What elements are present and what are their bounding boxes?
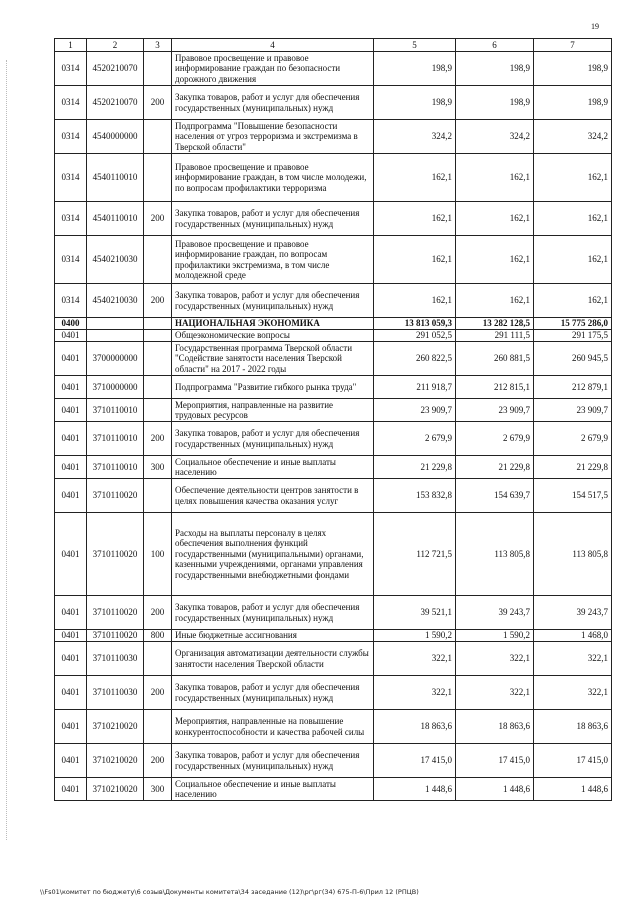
cell-col-2: 3710110010 [87,456,144,479]
cell-col-3 [144,52,172,86]
cell-col-5: 162,1 [374,284,456,318]
cell-col-5: 162,1 [374,236,456,284]
cell-col-6: 39 243,7 [456,596,534,630]
cell-col-2 [87,318,144,330]
table-header-row [55,39,612,52]
cell-col-5: 13 813 059,3 [374,318,456,330]
cell-col-1: 0401 [55,422,87,456]
cell-col-7: 162,1 [534,284,612,318]
cell-col-4: Закупка товаров, работ и услуг для обеспечения государственных (муниципальных) нужд [172,202,374,236]
cell-col-7: 198,9 [534,86,612,120]
cell-col-6: 198,9 [456,52,534,86]
cell-col-5: 21 229,8 [374,456,456,479]
table-row [55,630,612,642]
table-row [55,120,612,154]
cell-col-3: 200 [144,202,172,236]
cell-col-1: 0401 [55,778,87,801]
cell-col-1: 0401 [55,630,87,642]
table-row [55,710,612,744]
column-header-5: 5 [374,39,456,52]
cell-col-1: 0401 [55,376,87,399]
cell-col-5: 291 052,5 [374,330,456,342]
table-row [55,202,612,236]
file-path-footer: \\Fs01\комитет по бюджету\6 созыв\Документы комитета\34 заседание (12)\рг\рг(34) 675-П-6\Прил 12 (РПЦВ) [40,888,419,896]
cell-col-6: 154 639,7 [456,479,534,513]
budget-table [54,38,612,801]
cell-col-4: Закупка товаров, работ и услуг для обеспечения государственных (муниципальных) нужд [172,422,374,456]
cell-col-2: 3710110020 [87,479,144,513]
cell-col-1: 0401 [55,456,87,479]
column-header-6: 6 [456,39,534,52]
table-row [55,376,612,399]
table-row [55,330,612,342]
column-header-3: 3 [144,39,172,52]
cell-col-4: Общеэкономические вопросы [172,330,374,342]
cell-col-2: 4520210070 [87,86,144,120]
cell-col-7: 198,9 [534,52,612,86]
cell-col-5: 198,9 [374,52,456,86]
cell-col-6: 13 282 128,5 [456,318,534,330]
table-row [55,422,612,456]
cell-col-5: 112 721,5 [374,513,456,596]
column-header-7: 7 [534,39,612,52]
cell-col-7: 2 679,9 [534,422,612,456]
cell-col-5: 211 918,7 [374,376,456,399]
cell-col-6: 291 111,5 [456,330,534,342]
cell-col-7: 113 805,8 [534,513,612,596]
cell-col-7: 162,1 [534,154,612,202]
cell-col-6: 162,1 [456,236,534,284]
cell-col-5: 39 521,1 [374,596,456,630]
table-row [55,596,612,630]
cell-col-3: 200 [144,596,172,630]
cell-col-6: 18 863,6 [456,710,534,744]
cell-col-1: 0401 [55,744,87,778]
cell-col-2: 4540210030 [87,236,144,284]
cell-col-7: 322,1 [534,676,612,710]
cell-col-6: 21 229,8 [456,456,534,479]
cell-col-7: 39 243,7 [534,596,612,630]
cell-col-4: Закупка товаров, работ и услуг для обеспечения государственных (муниципальных) нужд [172,284,374,318]
cell-col-6: 17 415,0 [456,744,534,778]
cell-col-1: 0401 [55,330,87,342]
cell-col-7: 260 945,5 [534,342,612,376]
cell-col-4: Мероприятия, направленные на развитие трудовых ресурсов [172,399,374,422]
table-row [55,284,612,318]
cell-col-1: 0401 [55,399,87,422]
cell-col-2: 3710210020 [87,710,144,744]
cell-col-2: 3710210020 [87,778,144,801]
table-row [55,744,612,778]
cell-col-3: 300 [144,778,172,801]
cell-col-1: 0314 [55,202,87,236]
table-row [55,52,612,86]
cell-col-3: 300 [144,456,172,479]
cell-col-3: 100 [144,513,172,596]
scan-margin-marks [6,60,9,840]
cell-col-4: Социальное обеспечение и иные выплаты населению [172,456,374,479]
cell-col-2: 4540110010 [87,154,144,202]
cell-col-3: 200 [144,676,172,710]
cell-col-7: 23 909,7 [534,399,612,422]
cell-col-7: 212 879,1 [534,376,612,399]
cell-col-7: 322,1 [534,642,612,676]
cell-col-2: 4540110010 [87,202,144,236]
cell-col-3: 200 [144,422,172,456]
cell-col-6: 162,1 [456,202,534,236]
cell-col-7: 291 175,5 [534,330,612,342]
table-row [55,236,612,284]
cell-col-6: 23 909,7 [456,399,534,422]
cell-col-6: 322,1 [456,642,534,676]
cell-col-2: 4540000000 [87,120,144,154]
cell-col-1: 0314 [55,52,87,86]
table-row [55,318,612,330]
cell-col-5: 198,9 [374,86,456,120]
cell-col-7: 162,1 [534,202,612,236]
table-row [55,399,612,422]
cell-col-4: Организация автоматизации деятельности службы занятости населения Тверской области [172,642,374,676]
cell-col-3 [144,710,172,744]
cell-col-4: Подпрограмма "Повышение безопасности населения от угроз терроризма и экстремизма в Тверской области" [172,120,374,154]
cell-col-5: 260 822,5 [374,342,456,376]
cell-col-5: 162,1 [374,154,456,202]
cell-col-6: 1 448,6 [456,778,534,801]
table-row [55,342,612,376]
cell-col-4: Закупка товаров, работ и услуг для обеспечения государственных (муниципальных) нужд [172,676,374,710]
cell-col-6: 113 805,8 [456,513,534,596]
cell-col-1: 0314 [55,154,87,202]
page-number: 19 [591,22,599,31]
cell-col-1: 0401 [55,513,87,596]
cell-col-2: 4540210030 [87,284,144,318]
cell-col-5: 1 590,2 [374,630,456,642]
cell-col-3: 200 [144,284,172,318]
cell-col-2: 3710110020 [87,596,144,630]
cell-col-2: 4520210070 [87,52,144,86]
cell-col-1: 0401 [55,596,87,630]
cell-col-4: Закупка товаров, работ и услуг для обеспечения государственных (муниципальных) нужд [172,86,374,120]
cell-col-2: 3700000000 [87,342,144,376]
cell-col-4: Социальное обеспечение и иные выплаты населению [172,778,374,801]
cell-col-4: Правовое просвещение и правовое информирование граждан, в том числе молодежи, по вопросам профилактики терроризма [172,154,374,202]
table-row [55,154,612,202]
cell-col-5: 2 679,9 [374,422,456,456]
cell-col-6: 324,2 [456,120,534,154]
cell-col-3 [144,342,172,376]
cell-col-5: 322,1 [374,676,456,710]
cell-col-1: 0401 [55,479,87,513]
cell-col-1: 0401 [55,342,87,376]
cell-col-2: 3710000000 [87,376,144,399]
cell-col-2: 3710110030 [87,642,144,676]
cell-col-7: 17 415,0 [534,744,612,778]
cell-col-1: 0401 [55,710,87,744]
cell-col-2: 3710110010 [87,422,144,456]
cell-col-4: НАЦИОНАЛЬНАЯ ЭКОНОМИКА [172,318,374,330]
cell-col-5: 1 448,6 [374,778,456,801]
cell-col-2: 3710110010 [87,399,144,422]
table-row [55,479,612,513]
cell-col-7: 1 468,0 [534,630,612,642]
cell-col-4: Правовое просвещение и правовое информирование граждан по безопасности дорожного движения [172,52,374,86]
column-header-2: 2 [87,39,144,52]
cell-col-3 [144,330,172,342]
cell-col-7: 154 517,5 [534,479,612,513]
cell-col-4: Закупка товаров, работ и услуг для обеспечения государственных (муниципальных) нужд [172,744,374,778]
cell-col-2: 3710210020 [87,744,144,778]
cell-col-4: Закупка товаров, работ и услуг для обеспечения государственных (муниципальных) нужд [172,596,374,630]
cell-col-2: 3710110030 [87,676,144,710]
cell-col-3 [144,318,172,330]
cell-col-6: 162,1 [456,284,534,318]
cell-col-4: Иные бюджетные ассигнования [172,630,374,642]
cell-col-3 [144,479,172,513]
cell-col-6: 162,1 [456,154,534,202]
table-row [55,642,612,676]
cell-col-2: 3710110020 [87,630,144,642]
cell-col-1: 0314 [55,236,87,284]
cell-col-4: Обеспечение деятельности центров занятости в целях повышения качества оказания услуг [172,479,374,513]
table-row [55,676,612,710]
cell-col-5: 18 863,6 [374,710,456,744]
cell-col-3 [144,236,172,284]
cell-col-4: Подпрограмма "Развитие гибкого рынка труда" [172,376,374,399]
cell-col-3 [144,399,172,422]
cell-col-6: 212 815,1 [456,376,534,399]
table-body [55,52,612,801]
cell-col-2 [87,330,144,342]
cell-col-7: 1 448,6 [534,778,612,801]
cell-col-1: 0401 [55,676,87,710]
cell-col-2: 3710110020 [87,513,144,596]
cell-col-6: 2 679,9 [456,422,534,456]
cell-col-1: 0400 [55,318,87,330]
cell-col-6: 322,1 [456,676,534,710]
cell-col-4: Мероприятия, направленные на повышение конкурентоспособности и качества рабочей силы [172,710,374,744]
table-row [55,513,612,596]
cell-col-6: 198,9 [456,86,534,120]
cell-col-1: 0314 [55,86,87,120]
cell-col-6: 1 590,2 [456,630,534,642]
cell-col-5: 322,1 [374,642,456,676]
column-header-4: 4 [172,39,374,52]
table-row [55,86,612,120]
cell-col-4: Расходы на выплаты персоналу в целях обеспечения выполнения функций государственными (муниципальными) органами, казенными учреждениями, органами управления государственными внебюджетными фондами [172,513,374,596]
cell-col-5: 162,1 [374,202,456,236]
table-row [55,456,612,479]
column-header-1: 1 [55,39,87,52]
cell-col-3: 800 [144,630,172,642]
cell-col-3 [144,376,172,399]
cell-col-7: 162,1 [534,236,612,284]
cell-col-3 [144,120,172,154]
cell-col-5: 17 415,0 [374,744,456,778]
table-row [55,778,612,801]
cell-col-1: 0314 [55,120,87,154]
cell-col-7: 324,2 [534,120,612,154]
cell-col-5: 23 909,7 [374,399,456,422]
cell-col-5: 324,2 [374,120,456,154]
cell-col-1: 0314 [55,284,87,318]
cell-col-5: 153 832,8 [374,479,456,513]
cell-col-3: 200 [144,744,172,778]
cell-col-4: Государственная программа Тверской области "Содействие занятости населения Тверской области" на 2017 - 2022 годы [172,342,374,376]
cell-col-6: 260 881,5 [456,342,534,376]
cell-col-3 [144,154,172,202]
cell-col-3: 200 [144,86,172,120]
cell-col-1: 0401 [55,642,87,676]
cell-col-3 [144,642,172,676]
cell-col-7: 15 775 286,0 [534,318,612,330]
cell-col-7: 18 863,6 [534,710,612,744]
cell-col-4: Правовое просвещение и правовое информирование граждан, по вопросам профилактики экстремизма, в том числе молодежной среде [172,236,374,284]
cell-col-7: 21 229,8 [534,456,612,479]
